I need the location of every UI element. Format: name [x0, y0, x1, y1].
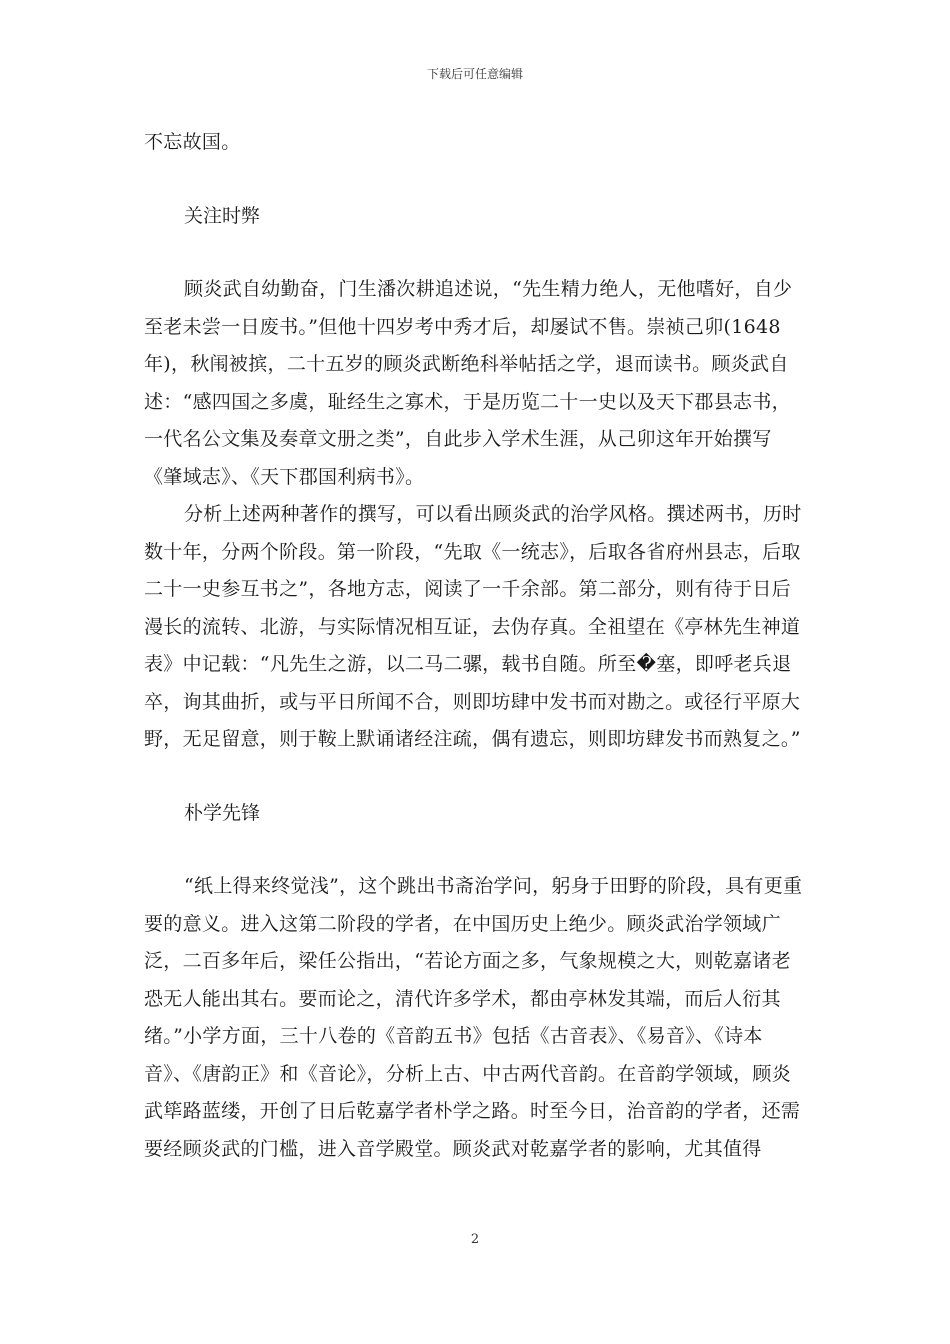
- intro-text: 不忘故国。: [144, 131, 241, 153]
- section-heading-2: 朴学先锋: [184, 801, 261, 824]
- paragraph: “纸上得来终觉浅”，这个跳出书斋治学问，躬身于田野的阶段，具有更重要的意义。进入这第二阶段的学者，在中国历史上绝少。顾炎武治学领域广泛，二百多年后，梁任公指出，“若论方面之多，气象规模之大，则乾嘉诸老恐无人能出其右。要而论之，清代许多学术，都由亭林发其端，而后人衍其绪。”小学方面，三十八卷的《音韵五书》包括《古音表》、《易音》、《诗本音》、《唐韵正》和《音论》，分析上古、中古两代音韵。在音韵学领域，顾炎武筚路蓝缕，开创了日后乾嘉学者朴学之路。时至今日，治音韵的学者，还需要经顾炎武的门槛，进入音学殿堂。顾炎武对乾嘉学者的影响，尤其值得: [144, 875, 803, 1160]
- section-heading-1: 关注时弊: [184, 204, 261, 227]
- document-body: [144, 124, 808, 1168]
- paragraph: 顾炎武自幼勤奋，门生潘次耕追述说，“先生精力绝人，无他嗜好，自少至老未尝一日废书。”但他十四岁考中秀才后，却屡试不售。崇祯己卯(1648年)，秋闱被摈，二十五岁的顾炎武断绝科举帖括之学，退而读书。顾炎武自述：“感四国之多虞，耻经生之寡术，于是历览二十一史以及天下郡县志书，一代名公文集及奏章文册之类”，自此步入学术生涯，从己卯这年开始撰写《肇域志》、《天下郡国利病书》。: [144, 278, 793, 488]
- paragraph: 分析上述两种著作的撰写，可以看出顾炎武的治学风格。撰述两书，历时数十年，分两个阶段。第一阶段，“先取《一统志》，后取各省府州县志，后取二十一史参互书之”，各地方志，阅读了一千余部。第二部分，则有待于日后漫长的流转、北游，与实际情况相互证，去伪存真。全祖望在《亭林先生神道表》中记载：“凡先生之游，以二马二骡，载书自随。所至�塞，即呼老兵退卒，询其曲折，或与平日所闻不合，则即坊肆中发书而对勘之。或径行平原大野，无足留意，则于鞍上默诵诸经注疏，偶有遗忘，则即坊肆发书而熟复之。”: [144, 503, 802, 750]
- page-header: 下载后可任意编辑: [426, 67, 523, 81]
- page-number: 2: [470, 1232, 480, 1247]
